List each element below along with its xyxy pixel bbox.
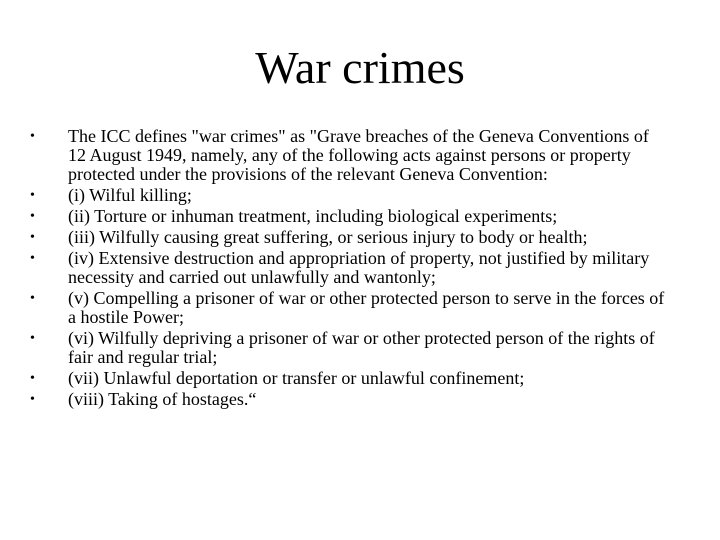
bullet-icon: • bbox=[30, 209, 35, 224]
list-item-text: (iii) Wilfully causing great suffering, or serious injury to body or health; bbox=[68, 227, 588, 247]
list-item bbox=[30, 368, 668, 388]
slide-title: War crimes bbox=[255, 42, 465, 93]
list-item-text: (ii) Torture or inhuman treatment, including biological experiments; bbox=[68, 206, 558, 226]
list-item bbox=[30, 288, 668, 327]
list-item bbox=[30, 185, 668, 205]
list-item-text: (i) Wilful killing; bbox=[68, 185, 192, 205]
bullet-icon: • bbox=[30, 331, 35, 346]
bullet-icon: • bbox=[30, 392, 35, 407]
list-item-text: (vii) Unlawful deportation or transfer or unlawful confinement; bbox=[68, 368, 525, 388]
bullet-icon: • bbox=[30, 371, 35, 386]
bullet-icon: • bbox=[30, 251, 35, 266]
bullet-icon: • bbox=[30, 129, 35, 144]
list-item bbox=[30, 248, 668, 287]
list-item bbox=[30, 389, 668, 409]
list-item bbox=[30, 126, 668, 184]
bullet-list bbox=[30, 126, 668, 411]
bullet-icon: • bbox=[30, 188, 35, 203]
list-item-text: (iv) Extensive destruction and appropriation of property, not justified by military necessity and carried out unlawfully and wantonly; bbox=[68, 248, 650, 287]
list-item-text: (v) Compelling a prisoner of war or other protected person to serve in the forces of a hostile Power; bbox=[68, 288, 665, 327]
bullet-icon: • bbox=[30, 230, 35, 245]
list-item-text: The ICC defines "war crimes" as "Grave breaches of the Geneva Conventions of 12 August 1949, namely, any of the following acts against persons or property protected under the provisions of the relevant Geneva Convention: bbox=[68, 126, 649, 184]
list-item-text: (viii) Taking of hostages.“ bbox=[68, 389, 257, 409]
list-item bbox=[30, 206, 668, 226]
list-item bbox=[30, 227, 668, 247]
list-item bbox=[30, 328, 668, 367]
list-item-text: (vi) Wilfully depriving a prisoner of war or other protected person of the rights of fair and regular trial; bbox=[68, 328, 655, 367]
bullet-icon: • bbox=[30, 291, 35, 306]
